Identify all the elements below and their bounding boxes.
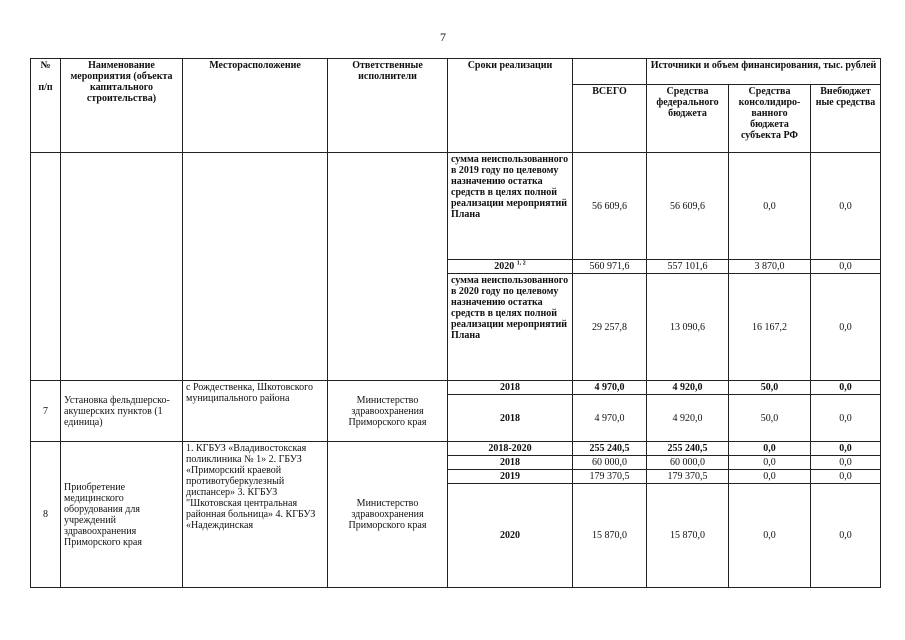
total-cell: 60 000,0 [573, 456, 647, 470]
page-number: 7 [440, 30, 446, 44]
term-cell: сумма неиспользованного в 2019 году по целевому назначению остатка средств в целях полной реализации мероприятий Плана [448, 153, 573, 260]
consolidated-cell: 0,0 [729, 442, 811, 456]
header-name: Наименование мероприятия (объекта капитального строительства) [61, 59, 183, 153]
extra-cell: 0,0 [811, 381, 881, 395]
federal-cell: 56 609,6 [647, 153, 729, 260]
total-cell: 15 870,0 [573, 484, 647, 588]
table-row [31, 381, 881, 395]
term-cell: 2020 $^{1, 2}$ [448, 260, 573, 274]
extra-cell: 0,0 [811, 442, 881, 456]
consolidated-cell: 0,0 [729, 153, 811, 260]
total-cell: 4 970,0 [573, 381, 647, 395]
total-cell: 179 370,5 [573, 470, 647, 484]
consolidated-cell: 0,0 [729, 456, 811, 470]
header-consolidated: Средства консолидиро-ванного бюджета субъекта РФ [729, 85, 811, 153]
federal-cell: 4 920,0 [647, 381, 729, 395]
consolidated-cell: 0,0 [729, 484, 811, 588]
total-cell: 29 257,8 [573, 274, 647, 381]
term-cell: 2020 [448, 484, 573, 588]
federal-cell: 4 920,0 [647, 395, 729, 442]
table-row [31, 442, 881, 456]
total-cell: 4 970,0 [573, 395, 647, 442]
consolidated-cell: 3 870,0 [729, 260, 811, 274]
consolidated-cell: 16 167,2 [729, 274, 811, 381]
consolidated-cell: 0,0 [729, 470, 811, 484]
federal-cell: 15 870,0 [647, 484, 729, 588]
extra-cell: 0,0 [811, 153, 881, 260]
header-extrabudget: Внебюджет ные средства [811, 85, 881, 153]
header-num: № п/п [31, 59, 61, 153]
header-location: Месторасположение [183, 59, 328, 153]
federal-cell: 13 090,6 [647, 274, 729, 381]
header-funding: Источники и объем финансирования, тыс. рублей [647, 59, 881, 85]
extra-cell: 0,0 [811, 274, 881, 381]
federal-cell: 179 370,5 [647, 470, 729, 484]
term-cell: 2018 [448, 456, 573, 470]
header-terms: Сроки реализации [448, 59, 573, 153]
header-federal: Средства федерального бюджета [647, 85, 729, 153]
consolidated-cell: 50,0 [729, 381, 811, 395]
extra-cell: 0,0 [811, 456, 881, 470]
total-cell: 56 609,6 [573, 153, 647, 260]
term-cell: 2019 [448, 470, 573, 484]
federal-cell: 255 240,5 [647, 442, 729, 456]
term-cell: 2018 [448, 395, 573, 442]
term-cell: сумма неиспользованного в 2020 году по целевому назначению остатка средств в целях полной реализации мероприятий Плана [448, 274, 573, 381]
item-location: с Рождественка, Шкотовского муниципального района [183, 381, 328, 442]
row-number: 8 [31, 442, 61, 588]
row-number: 7 [31, 381, 61, 442]
federal-cell: 60 000,0 [647, 456, 729, 470]
consolidated-cell: 50,0 [729, 395, 811, 442]
financing-table [30, 58, 881, 588]
header-executors: Ответственные исполнители [328, 59, 448, 153]
item-name: Приобретение медицинского оборудования для учреждений здравоохранения Приморского края [61, 442, 183, 588]
header-total: ВСЕГО [573, 85, 647, 153]
table-row [31, 153, 881, 260]
term-cell: 2018-2020 [448, 442, 573, 456]
term-cell: 2018 [448, 381, 573, 395]
extra-cell: 0,0 [811, 260, 881, 274]
extra-cell: 0,0 [811, 484, 881, 588]
federal-cell: 557 101,6 [647, 260, 729, 274]
item-executor: Министерство здравоохранения Приморского края [328, 442, 448, 588]
total-cell: 560 971,6 [573, 260, 647, 274]
extra-cell: 0,0 [811, 395, 881, 442]
item-location: 1. КГБУЗ «Владивостокская поликлиника № 1» 2. ГБУЗ «Приморский краевой противотуберкулезный диспансер» 3. КГБУЗ "Шкотовская центральная районная больница» 4. КГБУЗ «Надеждинская [183, 442, 328, 588]
total-cell: 255 240,5 [573, 442, 647, 456]
extra-cell: 0,0 [811, 470, 881, 484]
item-executor: Министерство здравоохранения Приморского края [328, 381, 448, 442]
item-name: Установка фельдшерско-акушерских пунктов (1 единица) [61, 381, 183, 442]
